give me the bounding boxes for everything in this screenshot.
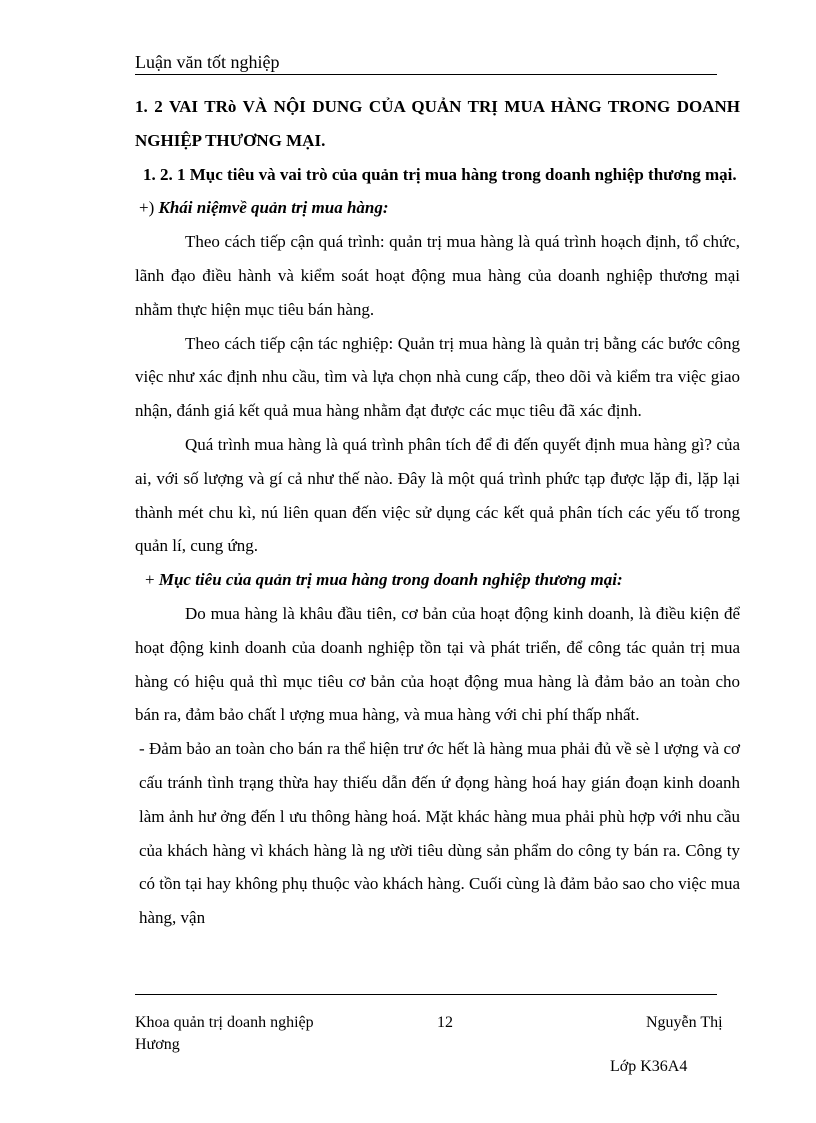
concept-title: Khái niệmvề quản trị mua hàng: (158, 198, 389, 218)
paragraph-5: - Đảm bảo an toàn cho bán ra thể hiện trư ớc hết là hàng mua phải đủ về sè l ượng và cơ cấu tránh tình trạng thừa hay thiếu dẫn đến ứ đọng hàng hoá hay gián đoạn kinh doanh làm ảnh hư ởng đến l ưu thông hàng hoá. Mặt khác hàng mua phải phù hợp với nhu cầu của khách hàng vì khách hàng là ng ười tiêu dùng sản phẩm do công ty bán ra. Công ty có tồn tại hay không phụ thuộc vào khách hàng. Cuối cùng là đảm bảo sao cho việc mua hàng, vận (139, 739, 740, 928)
footer-divider (135, 994, 717, 995)
paragraph-2: Theo cách tiếp cận tác nghiệp: Quản trị mua hàng là quản trị bằng các bước công việc như xác định nhu cầu, tìm và lựa chọn nhà cung cấp, theo dõi và kiểm tra việc giao nhận, đánh giá kết quả mua hàng nhằm đạt được các mục tiêu đã xác định. (135, 333, 740, 421)
goal-marker: + (145, 570, 155, 590)
section-heading: 1. 2 VAI TRò VÀ NỘI DUNG CỦA QUẢN TRỊ MUA HÀNG TRONG DOANH NGHIỆP THƯƠNG MẠI. (135, 97, 740, 150)
footer-faculty: Khoa quản trị doanh nghiệp (135, 1014, 314, 1031)
goal-title: Mục tiêu của quản trị mua hàng trong doanh nghiệp thương mại: (158, 570, 623, 590)
subsection-heading: 1. 2. 1 Mục tiêu và vai trò của quản trị mua hàng trong doanh nghiệp thương mại. (143, 164, 737, 184)
footer-author-first: Nguyễn Thị (646, 1014, 723, 1031)
footer-class-label: Lớp K36A4 (610, 1058, 688, 1075)
goal-heading (135, 563, 740, 597)
page-header-title: Luận văn tốt nghiệp (135, 50, 717, 75)
paragraph-3: Quá trình mua hàng là quá trình phân tích để đi đến quyết định mua hàng gì? của ai, với số lượng và gí cả như thế nào. Đây là một quá trình phức tạp được lặp đi, lặp lại thành mét chu kì, nú liên quan đến việc sử dụng các kết quả phân tích các yếu tố trong quản lí, cung ứng. (135, 434, 740, 556)
footer-author-last: Hương (135, 1036, 180, 1053)
paragraph-1: Theo cách tiếp cận quá trình: quản trị mua hàng là quá trình hoạch định, tổ chức, lãnh đạo điều hành và kiểm soát hoạt động mua hàng của doanh nghiệp thương mại nhằm thực hiện mục tiêu bán hàng. (135, 232, 740, 319)
concept-marker: +) (139, 198, 155, 218)
concept-heading (135, 191, 740, 225)
paragraph-4: Do mua hàng là khâu đầu tiên, cơ bản của hoạt động kinh doanh, là điều kiện để hoạt động kinh doanh của doanh nghiệp tồn tại và phát triển, để công tác quản trị mua hàng có hiệu quả thì mục tiêu cơ bản của hoạt động mua hàng là đảm bảo an toàn cho bán ra, đảm bảo chất l ượng mua hàng, và mua hàng với chi phí thấp nhất. (135, 603, 740, 725)
page-content (135, 90, 740, 935)
footer-page-number: 12 (437, 1014, 453, 1031)
